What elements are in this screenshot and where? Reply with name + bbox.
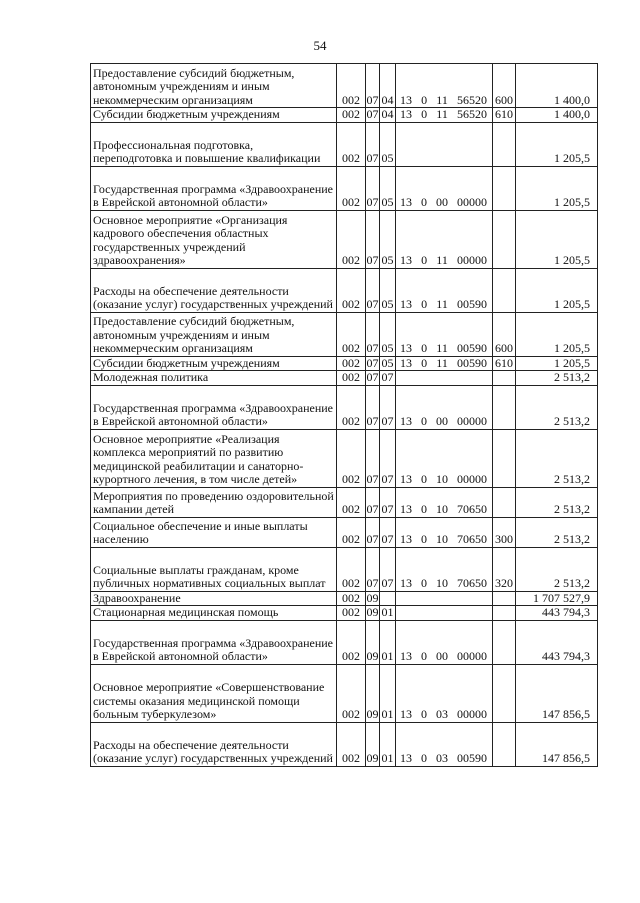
- target-program: 13: [400, 576, 412, 590]
- row-target-code: [396, 664, 493, 722]
- row-target-code: [396, 371, 493, 386]
- target-event: 03: [436, 751, 448, 765]
- target-direction: 00000: [457, 707, 487, 721]
- row-target-code: [396, 385, 493, 429]
- row-target-code: [396, 166, 493, 210]
- row-section-code: 07: [366, 356, 379, 370]
- row-subsection-code: 05: [380, 268, 396, 312]
- table-row: [91, 268, 598, 312]
- row-section-code: 09: [366, 722, 380, 766]
- row-name: Предоставление субсидий бюджетным, автономным учреждениям и иным некоммерческим организациям: [91, 312, 337, 356]
- table-row: [91, 166, 598, 210]
- row-section-code: 07: [366, 517, 380, 547]
- row-ved-code: 002: [337, 371, 366, 386]
- row-subsection-code: 07: [381, 370, 394, 384]
- row-section-code: 07: [366, 547, 380, 591]
- row-ved-code: 002: [337, 620, 366, 664]
- row-ved-code: 002: [337, 429, 366, 487]
- row-subsection-code: 07: [380, 385, 396, 429]
- row-expense-type: [493, 385, 516, 429]
- target-event: 10: [436, 576, 448, 590]
- row-amount: 1 707 527,9: [516, 591, 598, 606]
- row-section-code: 07: [366, 312, 380, 356]
- row-name: Государственная программа «Здравоохранение в Еврейской автономной области»: [91, 166, 337, 210]
- row-expense-type: 600: [493, 312, 516, 356]
- target-subprogram: 0: [421, 532, 427, 546]
- table-row: [91, 722, 598, 766]
- row-target-code: [396, 591, 493, 606]
- row-subsection-code: 05: [380, 210, 396, 268]
- row-ved-code: 002: [337, 356, 366, 371]
- target-direction: 70650: [457, 532, 487, 546]
- target-direction: 00000: [457, 649, 487, 663]
- row-section-code: 09: [366, 591, 379, 605]
- table-row: [91, 108, 598, 123]
- target-event: 00: [436, 195, 448, 209]
- row-amount: 1 205,5: [516, 122, 598, 166]
- target-direction: 56520: [456, 92, 487, 107]
- row-section-code: 07: [366, 268, 380, 312]
- row-amount: 443 794,3: [516, 620, 598, 664]
- row-target-code: [396, 606, 493, 621]
- table-row: [91, 620, 598, 664]
- row-amount: 2 513,2: [516, 429, 598, 487]
- row-name: Социальное обеспечение и иные выплаты населению: [91, 517, 337, 547]
- target-direction: 00000: [457, 472, 487, 486]
- table-row: [91, 312, 598, 356]
- target-subprogram: 0: [421, 253, 428, 267]
- target-direction: 00590: [456, 297, 487, 311]
- target-program: 13: [400, 341, 412, 355]
- row-amount: 1 205,5: [516, 268, 598, 312]
- row-name: Стационарная медицинская помощь: [91, 606, 337, 621]
- row-section-code: 07: [366, 210, 380, 268]
- target-subprogram: 0: [421, 297, 428, 311]
- row-ved-code: 002: [337, 210, 366, 268]
- table-row: [91, 122, 598, 166]
- row-subsection-code: 05: [380, 166, 396, 210]
- row-target-code: [396, 356, 493, 371]
- row-subsection-code: 07: [380, 517, 396, 547]
- row-amount: 2 513,2: [516, 385, 598, 429]
- row-name: Социальные выплаты гражданам, кроме публичных нормативных социальных выплат: [91, 547, 337, 591]
- row-expense-type: [493, 722, 516, 766]
- row-section-code: 09: [366, 605, 379, 619]
- table-row: [91, 429, 598, 487]
- target-event: 10: [436, 502, 448, 516]
- row-subsection-code: 01: [380, 620, 396, 664]
- target-program: 13: [400, 356, 412, 370]
- target-subprogram: 0: [421, 195, 427, 209]
- row-section-code: 09: [366, 664, 380, 722]
- row-amount: 1 400,0: [516, 64, 598, 108]
- row-ved-code: 002: [337, 487, 366, 517]
- target-program: 13: [400, 195, 412, 209]
- row-subsection-code: 04: [381, 107, 394, 121]
- row-ved-code: 002: [337, 385, 366, 429]
- target-event: 00: [436, 649, 448, 663]
- row-ved-code: 002: [337, 64, 366, 108]
- target-subprogram: 0: [421, 414, 427, 428]
- row-subsection-code: 04: [380, 64, 396, 108]
- row-subsection-code: 05: [380, 312, 396, 356]
- row-name: Расходы на обеспечение деятельности (оказание услуг) государственных учреждений: [91, 722, 337, 766]
- table-row: [91, 210, 598, 268]
- target-program: 13: [400, 532, 412, 546]
- target-direction: 56520: [456, 107, 487, 121]
- row-name: Основное мероприятие «Организация кадрового обеспечения областных государственных учреждений здравоохранения»: [91, 210, 337, 268]
- row-amount: 2 513,2: [516, 547, 598, 591]
- row-expense-type: [493, 664, 516, 722]
- target-direction: 70650: [457, 502, 487, 516]
- row-name: Субсидии бюджетным учреждениям: [91, 108, 337, 123]
- target-subprogram: 0: [421, 356, 428, 370]
- row-amount: 1 205,5: [516, 312, 598, 356]
- row-ved-code: 002: [337, 547, 366, 591]
- row-ved-code: 002: [337, 108, 366, 123]
- row-expense-type: [493, 371, 516, 386]
- row-target-code: [396, 547, 493, 591]
- row-name: Государственная программа «Здравоохранение в Еврейской автономной области»: [91, 620, 337, 664]
- row-expense-type: 600: [493, 64, 516, 108]
- row-target-code: [396, 108, 493, 123]
- row-target-code: [396, 620, 493, 664]
- row-expense-type: 610: [493, 108, 516, 123]
- row-subsection-code: 07: [380, 547, 396, 591]
- row-amount: 1 205,5: [516, 210, 598, 268]
- row-subsection-code: 05: [381, 356, 394, 370]
- target-event: 10: [436, 472, 448, 486]
- row-amount: 147 856,5: [516, 664, 598, 722]
- target-program: 13: [400, 107, 412, 121]
- row-amount: 147 856,5: [516, 722, 598, 766]
- target-event: 11: [436, 297, 448, 311]
- row-target-code: [396, 64, 493, 108]
- target-event: 11: [436, 356, 448, 370]
- row-name: Здравоохранение: [91, 591, 337, 606]
- row-expense-type: [493, 606, 516, 621]
- row-amount: 443 794,3: [516, 606, 598, 621]
- target-direction: 00000: [457, 195, 487, 209]
- row-target-code: [396, 722, 493, 766]
- row-subsection-code: [380, 591, 396, 606]
- row-subsection-code: 01: [380, 722, 396, 766]
- row-name: Предоставление субсидий бюджетным, автономным учреждениям и иным некоммерческим организациям: [91, 64, 337, 108]
- row-expense-type: [493, 268, 516, 312]
- target-event: 11: [436, 341, 448, 355]
- table-row: [91, 371, 598, 386]
- target-subprogram: 0: [421, 751, 427, 765]
- row-section-code: 07: [366, 429, 380, 487]
- table-row: [91, 547, 598, 591]
- row-name: Расходы на обеспечение деятельности (оказание услуг) государственных учреждений: [91, 268, 337, 312]
- target-event: 03: [436, 707, 448, 721]
- row-subsection-code: 07: [380, 429, 396, 487]
- target-subprogram: 0: [421, 472, 427, 486]
- row-amount: 2 513,2: [516, 517, 598, 547]
- row-expense-type: 300: [493, 517, 516, 547]
- row-target-code: [396, 122, 493, 166]
- table-row: [91, 606, 598, 621]
- row-name: Профессиональная подготовка, переподготовка и повышение квалификации: [91, 122, 337, 166]
- row-target-code: [396, 268, 493, 312]
- row-ved-code: 002: [337, 591, 366, 606]
- row-expense-type: [493, 591, 516, 606]
- row-target-code: [396, 429, 493, 487]
- table-row: [91, 664, 598, 722]
- table-row: [91, 356, 598, 371]
- row-ved-code: 002: [337, 517, 366, 547]
- row-ved-code: 002: [337, 664, 366, 722]
- row-ved-code: 002: [337, 312, 366, 356]
- row-name: Молодежная политика: [91, 371, 337, 386]
- target-direction: 00590: [457, 751, 487, 765]
- table-row: [91, 487, 598, 517]
- target-subprogram: 0: [421, 576, 427, 590]
- row-ved-code: 002: [337, 268, 366, 312]
- target-subprogram: 0: [421, 502, 427, 516]
- row-subsection-code: 01: [380, 664, 396, 722]
- target-event: 10: [436, 532, 448, 546]
- row-expense-type: 610: [493, 356, 516, 371]
- target-direction: 70650: [457, 576, 487, 590]
- row-subsection-code: 05: [380, 122, 396, 166]
- row-amount: 1 400,0: [516, 108, 598, 123]
- target-program: 13: [400, 707, 412, 721]
- row-target-code: [396, 312, 493, 356]
- target-direction: 00000: [457, 414, 487, 428]
- target-direction: 00590: [456, 341, 487, 355]
- row-section-code: 07: [366, 166, 380, 210]
- row-amount: 1 205,5: [516, 166, 598, 210]
- row-target-code: [396, 517, 493, 547]
- target-program: 13: [400, 253, 412, 267]
- target-program: 13: [400, 472, 412, 486]
- row-expense-type: 320: [493, 547, 516, 591]
- row-expense-type: [493, 122, 516, 166]
- table-row: [91, 64, 598, 108]
- row-name: Субсидии бюджетным учреждениям: [91, 356, 337, 371]
- table-row: [91, 517, 598, 547]
- row-ved-code: 002: [337, 122, 366, 166]
- row-target-code: [396, 487, 493, 517]
- budget-table: [90, 63, 598, 767]
- row-ved-code: 002: [337, 722, 366, 766]
- target-subprogram: 0: [421, 707, 427, 721]
- row-ved-code: 002: [337, 166, 366, 210]
- row-subsection-code: 01: [381, 605, 394, 619]
- target-subprogram: 0: [421, 107, 428, 121]
- row-name: Основное мероприятие «Совершенствование системы оказания медицинской помощи больным туберкулезом»: [91, 664, 337, 722]
- row-target-code: [396, 210, 493, 268]
- row-name: Основное мероприятие «Реализация комплекса мероприятий по развитию медицинской реабилитации и санаторно-курортного лечения, в том числе детей»: [91, 429, 337, 487]
- target-program: 13: [400, 414, 412, 428]
- table-row: [91, 591, 598, 606]
- row-amount: 2 513,2: [516, 487, 598, 517]
- target-program: 13: [400, 502, 412, 516]
- target-event: 11: [436, 107, 448, 121]
- row-expense-type: [493, 620, 516, 664]
- target-direction: 00590: [456, 356, 487, 370]
- row-section-code: 07: [366, 64, 380, 108]
- row-subsection-code: 07: [380, 487, 396, 517]
- target-subprogram: 0: [421, 649, 427, 663]
- row-section-code: 07: [366, 107, 379, 121]
- row-expense-type: [493, 210, 516, 268]
- target-program: 13: [400, 751, 412, 765]
- target-program: 13: [400, 297, 412, 311]
- target-direction: 00000: [456, 253, 487, 267]
- target-event: 11: [436, 253, 448, 267]
- row-expense-type: [493, 487, 516, 517]
- row-section-code: 07: [366, 487, 380, 517]
- row-section-code: 07: [366, 122, 380, 166]
- row-expense-type: [493, 166, 516, 210]
- row-section-code: 07: [366, 370, 379, 384]
- table-row: [91, 385, 598, 429]
- row-amount: 2 513,2: [516, 371, 598, 386]
- target-event: 11: [436, 92, 448, 107]
- row-section-code: 09: [366, 620, 380, 664]
- row-section-code: 07: [366, 385, 380, 429]
- row-name: Государственная программа «Здравоохранение в Еврейской автономной области»: [91, 385, 337, 429]
- target-subprogram: 0: [421, 341, 428, 355]
- target-subprogram: 0: [421, 92, 428, 107]
- target-event: 00: [436, 414, 448, 428]
- row-amount: 1 205,5: [516, 356, 598, 371]
- target-program: 13: [400, 92, 412, 107]
- row-ved-code: 002: [337, 606, 366, 621]
- row-expense-type: [493, 429, 516, 487]
- target-program: 13: [400, 649, 412, 663]
- row-name: Мероприятия по проведению оздоровительной кампании детей: [91, 487, 337, 517]
- page-number: 54: [313, 38, 327, 53]
